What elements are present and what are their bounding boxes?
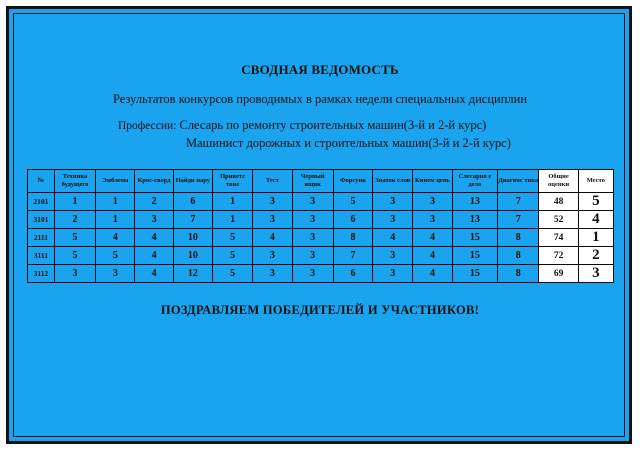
results-table [27, 169, 614, 283]
group-id: 3101 [28, 211, 55, 229]
table-header-row [28, 170, 614, 193]
header-cell: Техника будущего [54, 170, 95, 193]
score-cell: 7 [498, 193, 539, 211]
score-cell: 4 [253, 229, 292, 247]
score-cell: 7 [333, 247, 372, 265]
score-cell: 7 [498, 211, 539, 229]
score-cell: 6 [333, 265, 372, 283]
header-cell: Приветс твие [212, 170, 252, 193]
score-cell: 5 [212, 247, 252, 265]
congratulations-text: ПОЗДРАВЛЯЕМ ПОБЕДИТЕЛЕЙ И УЧАСТНИКОВ! [160, 303, 480, 317]
group-id: 3112 [28, 265, 55, 283]
place-cell: 3 [578, 265, 613, 283]
header-cell: Диагнос тика [498, 170, 539, 193]
score-cell: 4 [96, 229, 135, 247]
header-cell: Крос-сворд [135, 170, 173, 193]
score-cell: 3 [292, 265, 333, 283]
score-cell: 2 [54, 211, 95, 229]
header-cell: Знаток слов [373, 170, 413, 193]
score-cell: 4 [413, 247, 452, 265]
header-cell: Найди пару [173, 170, 212, 193]
score-cell: 6 [333, 211, 372, 229]
professions-line-1 [118, 118, 486, 133]
table-row [28, 247, 614, 265]
score-cell: 2 [135, 193, 173, 211]
header-cell: Слесарно е дело [452, 170, 497, 193]
score-cell: 3 [253, 193, 292, 211]
score-cell: 5 [54, 247, 95, 265]
header-cell: Черный ящик [292, 170, 333, 193]
score-cell: 1 [212, 211, 252, 229]
score-cell: 13 [452, 193, 497, 211]
place-cell: 5 [578, 193, 613, 211]
score-cell: 5 [333, 193, 372, 211]
score-cell: 3 [253, 247, 292, 265]
score-cell: 4 [413, 229, 452, 247]
group-id: 2101 [28, 193, 55, 211]
score-cell: 3 [292, 211, 333, 229]
place-cell: 1 [578, 229, 613, 247]
score-cell: 3 [253, 265, 292, 283]
score-cell: 3 [292, 193, 333, 211]
score-cell: 15 [452, 265, 497, 283]
header-cell: Форсунк [333, 170, 372, 193]
score-cell: 1 [212, 193, 252, 211]
header-total: Общие оценки [539, 170, 578, 193]
place-cell: 4 [578, 211, 613, 229]
professions-label: Профессии: [118, 120, 177, 132]
score-cell: 3 [373, 265, 413, 283]
score-cell: 1 [54, 193, 95, 211]
total-score: 72 [539, 247, 578, 265]
total-score: 52 [539, 211, 578, 229]
score-cell: 4 [373, 229, 413, 247]
score-cell: 8 [498, 247, 539, 265]
profession-1: Слесарь по ремонту строительных машин(3-й и 2-й курс) [179, 118, 487, 132]
score-cell: 5 [212, 229, 252, 247]
document-subtitle: Результатов конкурсов проводимых в рамках недели специальных дисциплин [112, 92, 528, 106]
score-cell: 15 [452, 247, 497, 265]
score-cell: 3 [135, 211, 173, 229]
table-row [28, 229, 614, 247]
header-cell: Тест [253, 170, 292, 193]
total-score: 69 [539, 265, 578, 283]
score-cell: 4 [135, 229, 173, 247]
score-cell: 1 [96, 193, 135, 211]
score-cell: 5 [54, 229, 95, 247]
score-cell: 5 [96, 247, 135, 265]
score-cell: 13 [452, 211, 497, 229]
table-row [28, 193, 614, 211]
group-id: 3111 [28, 247, 55, 265]
score-cell: 3 [253, 211, 292, 229]
score-cell: 3 [54, 265, 95, 283]
header-place: Место [578, 170, 613, 193]
score-cell: 5 [212, 265, 252, 283]
header-cell: Кинем цепь [413, 170, 452, 193]
score-cell: 10 [173, 247, 212, 265]
score-cell: 3 [373, 193, 413, 211]
score-cell: 15 [452, 229, 497, 247]
score-cell: 4 [413, 265, 452, 283]
score-cell: 6 [173, 193, 212, 211]
score-cell: 3 [96, 265, 135, 283]
score-cell: 3 [413, 193, 452, 211]
score-cell: 3 [373, 247, 413, 265]
header-number: № [28, 170, 55, 193]
table-row [28, 265, 614, 283]
score-cell: 4 [135, 247, 173, 265]
score-cell: 12 [173, 265, 212, 283]
score-cell: 8 [498, 265, 539, 283]
group-id: 2111 [28, 229, 55, 247]
score-cell: 3 [373, 211, 413, 229]
total-score: 48 [539, 193, 578, 211]
score-cell: 1 [96, 211, 135, 229]
score-cell: 8 [333, 229, 372, 247]
score-cell: 3 [413, 211, 452, 229]
document-title: СВОДНАЯ ВЕДОМОСТЬ [241, 62, 399, 77]
score-cell: 3 [292, 229, 333, 247]
score-cell: 3 [292, 247, 333, 265]
place-cell: 2 [578, 247, 613, 265]
score-cell: 7 [173, 211, 212, 229]
score-cell: 10 [173, 229, 212, 247]
table-row [28, 211, 614, 229]
score-cell: 4 [135, 265, 173, 283]
score-cell: 8 [498, 229, 539, 247]
total-score: 74 [539, 229, 578, 247]
header-cell: Эмблема [96, 170, 135, 193]
profession-2: Машинист дорожных и строительных машин(3-й и 2-й курс) [186, 136, 511, 150]
